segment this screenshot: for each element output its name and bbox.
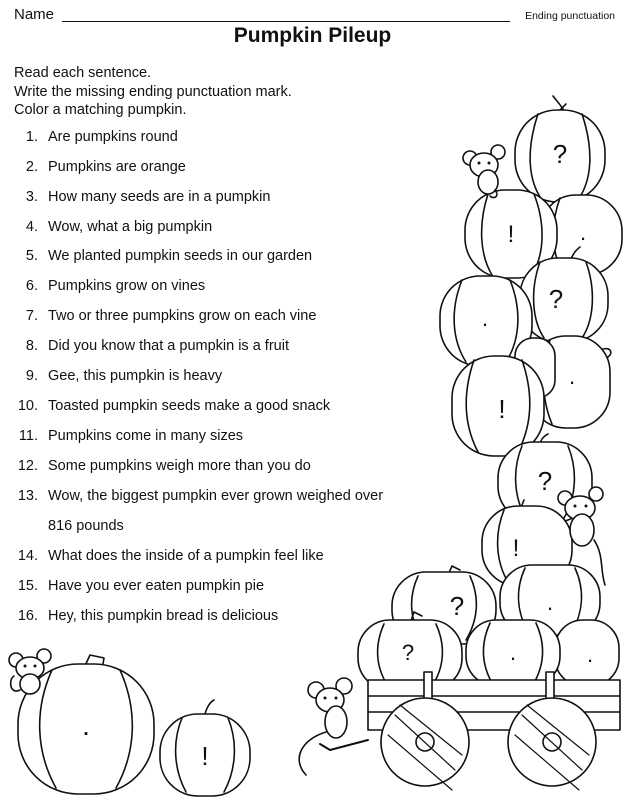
sentence-number: 11. bbox=[18, 428, 38, 444]
instruction-line: Write the missing ending punctuation mark. bbox=[14, 83, 292, 100]
sentence-text: Some pumpkins weigh more than you do bbox=[48, 458, 311, 474]
pumpkin-mark: ! bbox=[201, 741, 209, 771]
instruction-line: Read each sentence. bbox=[14, 65, 152, 81]
sentence-text: 816 pounds bbox=[48, 518, 124, 534]
sentence-text: Wow, the biggest pumpkin ever grown weighed over bbox=[48, 488, 384, 504]
sentence-text: How many seeds are in a pumpkin bbox=[48, 189, 271, 205]
sentence-number: 6. bbox=[25, 278, 38, 294]
sentence-number: 3. bbox=[25, 189, 38, 205]
pumpkin-mark: . bbox=[579, 220, 587, 245]
pumpkin-icon[interactable] bbox=[555, 620, 619, 686]
sentence-number: 8. bbox=[25, 338, 38, 354]
pumpkin-mark: ? bbox=[449, 591, 465, 621]
sentence-text: Hey, this pumpkin bread is delicious bbox=[48, 608, 279, 624]
pumpkin-icon[interactable] bbox=[160, 700, 250, 796]
pumpkin-icon[interactable] bbox=[515, 96, 605, 202]
sentence-text: Pumpkins are orange bbox=[48, 159, 186, 175]
sentence-text: Are pumpkins round bbox=[48, 129, 178, 145]
sentence-number: 12. bbox=[17, 458, 38, 474]
sentence-text: Toasted pumpkin seeds make a good snack bbox=[48, 398, 331, 414]
sentence-number: 4. bbox=[25, 219, 38, 235]
pumpkin-mark: . bbox=[82, 710, 90, 741]
pumpkin-mark: ! bbox=[498, 394, 506, 424]
sentence-text: Pumpkins come in many sizes bbox=[48, 428, 244, 444]
pumpkin-mark: . bbox=[481, 306, 489, 331]
worksheet-title: Pumpkin Pileup bbox=[233, 24, 392, 47]
sentence-number: 2. bbox=[25, 159, 38, 175]
sentence-number: 5. bbox=[25, 248, 38, 264]
topic-label: Ending punctuation bbox=[525, 10, 615, 22]
pumpkin-mark: . bbox=[546, 590, 554, 615]
sentence-text: Two or three pumpkins grow on each vine bbox=[48, 308, 317, 324]
sentence-text: Gee, this pumpkin is heavy bbox=[48, 368, 223, 384]
pumpkin-icon[interactable] bbox=[358, 612, 462, 690]
sentence-number: 9. bbox=[25, 368, 38, 384]
wagon-icon bbox=[320, 672, 620, 790]
pumpkin-mark: ! bbox=[512, 535, 520, 562]
sentence-text: We planted pumpkin seeds in our garden bbox=[48, 248, 313, 264]
sentence-number: 14. bbox=[17, 548, 38, 564]
pumpkin-mark: ? bbox=[548, 284, 564, 314]
pumpkin-mark: . bbox=[568, 364, 576, 389]
sentence-text: Have you ever eaten pumpkin pie bbox=[48, 578, 265, 594]
pumpkin-mark: . bbox=[586, 642, 594, 667]
pumpkin-mark: ? bbox=[552, 139, 568, 169]
mouse-icon bbox=[299, 678, 352, 775]
sentence-number: 13. bbox=[17, 488, 38, 504]
sentence-number: 10. bbox=[17, 398, 38, 414]
sentence-number: 7. bbox=[25, 308, 38, 324]
pumpkin-mark: . bbox=[509, 640, 517, 665]
instruction-line: Color a matching pumpkin. bbox=[14, 102, 187, 118]
pumpkin-mark: ! bbox=[507, 221, 515, 248]
name-label: Name bbox=[14, 6, 55, 23]
pumpkin-mark: ? bbox=[537, 466, 553, 496]
pumpkin-icon[interactable] bbox=[452, 356, 544, 456]
pumpkin-mark: ? bbox=[401, 640, 415, 665]
sentence-number: 15. bbox=[17, 578, 38, 594]
sentence-number: 1. bbox=[25, 129, 38, 145]
sentence-text: What does the inside of a pumpkin feel like bbox=[48, 548, 324, 564]
sentence-text: Did you know that a pumpkin is a fruit bbox=[48, 338, 289, 354]
sentence-text: Wow, what a big pumpkin bbox=[48, 219, 213, 235]
sentence-text: Pumpkins grow on vines bbox=[48, 278, 206, 294]
sentence-number: 16. bbox=[17, 608, 38, 624]
